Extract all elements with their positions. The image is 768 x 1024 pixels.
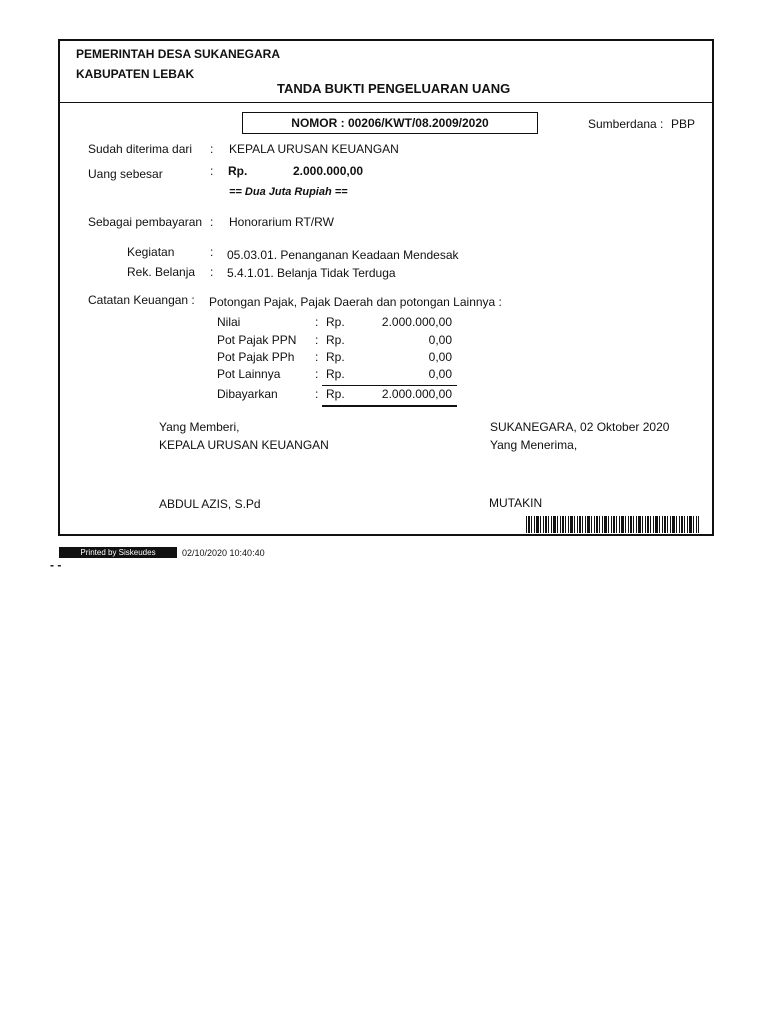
colon: :	[210, 265, 214, 279]
barcode	[526, 516, 699, 533]
print-timestamp: 02/10/2020 10:40:40	[182, 548, 265, 558]
row-currency: Rp.	[326, 350, 345, 364]
uang-currency: Rp.	[228, 164, 248, 178]
footer-mark: - -	[50, 558, 62, 572]
row-colon: :	[315, 387, 319, 401]
row-currency: Rp.	[326, 367, 345, 381]
kegiatan-label: Kegiatan	[127, 245, 175, 259]
giver-name: ABDUL AZIS, S.Pd	[159, 497, 261, 511]
row-colon: :	[315, 367, 319, 381]
row-amount: 2.000.000,00	[381, 315, 452, 329]
row-colon: :	[315, 350, 319, 364]
header-regency: KABUPATEN LEBAK	[76, 67, 195, 81]
rek-belanja-value: 5.4.1.01. Belanja Tidak Terduga	[227, 266, 396, 280]
pembayaran-label: Sebagai pembayaran	[88, 215, 203, 229]
colon: :	[210, 164, 214, 178]
row-label: Pot Lainnya	[217, 367, 281, 381]
row-colon: :	[315, 315, 319, 329]
row-amount: 2.000.000,00	[381, 387, 452, 401]
header-divider	[60, 102, 713, 103]
rek-belanja-label: Rek. Belanja	[127, 265, 196, 279]
row-currency: Rp.	[326, 333, 345, 347]
uang-amount: 2.000.000,00	[293, 164, 364, 178]
sumberdana-label: Sumberdana :	[588, 117, 664, 131]
pembayaran-value: Honorarium RT/RW	[229, 215, 334, 229]
receiver-label: Yang Menerima,	[490, 438, 578, 452]
nomor-box: NOMOR : 00206/KWT/08.2009/2020	[242, 112, 538, 134]
diterima-label: Sudah diterima dari	[88, 142, 193, 156]
total-rule	[322, 405, 457, 407]
row-amount: 0,00	[428, 367, 452, 381]
document-title: TANDA BUKTI PENGELUARAN UANG	[277, 81, 511, 96]
row-label: Nilai	[217, 315, 241, 329]
row-currency: Rp.	[326, 387, 345, 401]
receiver-name: MUTAKIN	[489, 496, 543, 510]
terbilang: == Dua Juta Rupiah ==	[229, 186, 348, 198]
row-label: Pot Pajak PPN	[217, 333, 297, 347]
place-date: SUKANEGARA, 02 Oktober 2020	[490, 420, 670, 434]
diterima-value: KEPALA URUSAN KEUANGAN	[229, 142, 399, 156]
subtotal-rule	[322, 385, 457, 386]
row-amount: 0,00	[428, 333, 452, 347]
colon: :	[210, 245, 214, 259]
header-government: PEMERINTAH DESA SUKANEGARA	[76, 47, 281, 61]
printed-by-badge: Printed by Siskeudes	[59, 547, 177, 558]
catatan-label: Catatan Keuangan :	[88, 293, 195, 307]
row-currency: Rp.	[326, 315, 345, 329]
giver-label: Yang Memberi,	[159, 420, 240, 434]
catatan-description: Potongan Pajak, Pajak Daerah dan potongan Lainnya :	[209, 295, 502, 309]
giver-role: KEPALA URUSAN KEUANGAN	[159, 438, 329, 452]
kegiatan-value: 05.03.01. Penanganan Keadaan Mendesak	[227, 248, 459, 262]
row-label: Pot Pajak PPh	[217, 350, 295, 364]
colon: :	[210, 142, 214, 156]
uang-label: Uang sebesar	[88, 167, 163, 181]
row-label: Dibayarkan	[217, 387, 278, 401]
colon: :	[210, 215, 214, 229]
row-amount: 0,00	[428, 350, 452, 364]
row-colon: :	[315, 333, 319, 347]
sumberdana-value: PBP	[671, 117, 696, 131]
